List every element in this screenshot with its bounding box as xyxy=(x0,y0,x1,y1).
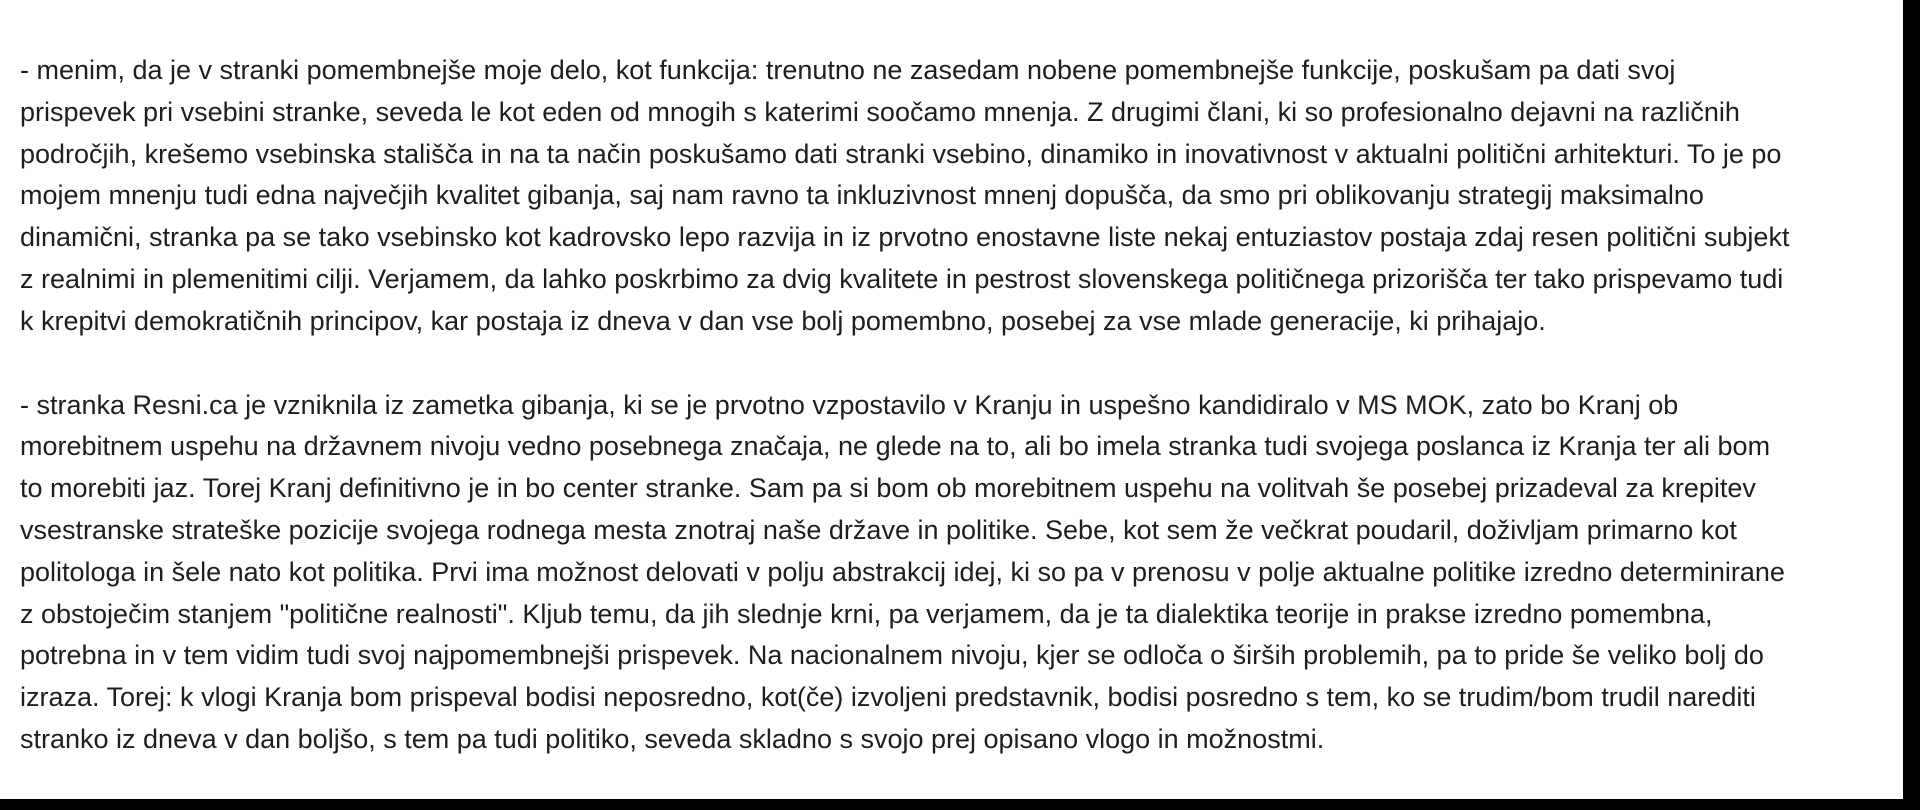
text-line: z obstoječim stanjem "politične realnosti". Kljub temu, da jih slednje krni, pa verjamem, da je ta dialektika teorije in prakse izredno pomembna, xyxy=(20,598,1713,629)
text-line: - stranka Resni.ca je vzniknila iz zametka gibanja, ki se je prvotno vzpostavilo v Kranju in uspešno kandidiralo v MS MOK, zato bo Kranj ob xyxy=(20,389,1679,420)
paragraph-2 xyxy=(20,385,1905,761)
text-line: morebitnem uspehu na državnem nivoju vedno posebnega značaja, ne glede na to, ali bo imela stranka tudi svojega poslanca iz Kranja ter ali bom xyxy=(20,431,1771,462)
text-line: izraza. Torej: k vlogi Kranja bom prispeval bodisi neposredno, kot(če) izvoljeni predstavnik, bodisi posredno s tem, ko se trudim/bom trudil narediti xyxy=(20,682,1756,713)
right-letterbox-bar xyxy=(1903,0,1920,810)
text-line: - menim, da je v stranki pomembnejše moje delo, kot funkcija: trenutno ne zasedam nobene pomembnejše funkcije, poskušam pa dati svoj xyxy=(20,55,1676,85)
text-line: dinamični, stranka pa se tako vsebinsko kot kadrovsko lepo razvija in iz prvotno enostavne liste nekaj entuziastov postaja zdaj resen politični subjekt xyxy=(20,222,1790,253)
text-content xyxy=(20,50,1905,803)
text-line: k krepitvi demokratičnih principov, kar postaja iz dneva v dan vse bolj pomembno, posebej za vse mlade generacije, ki prihajajo. xyxy=(20,305,1546,336)
text-line: politologa in šele nato kot politika. Prvi ima možnost delovati v polju abstrakcij idej, ki so pa v prenosu v polje aktualne politike izredno determinirane xyxy=(20,556,1785,587)
bottom-letterbox-bar xyxy=(0,799,1920,810)
paragraph-1 xyxy=(20,50,1905,343)
text-line: stranko iz dneva v dan boljšo, s tem pa tudi politiko, seveda skladno s svojo prej opisano vlogo in možnostmi. xyxy=(20,723,1325,754)
text-line: potrebna in v tem vidim tudi svoj najpomembnejši prispevek. Na nacionalnem nivoju, kjer se odloča o širših problemih, pa to pride še veliko bolj do xyxy=(20,640,1764,671)
text-line: to morebiti jaz. Torej Kranj definitivno je in bo center stranke. Sam pa si bom ob morebitnem uspehu na volitvah še posebej prizadeval za krepitev xyxy=(20,473,1756,504)
text-line: mojem mnenju tudi edna največjih kvalitet gibanja, saj nam ravno ta inkluzivnost mnenj dopušča, da smo pri oblikovanju strategij maksimalno xyxy=(20,180,1704,211)
text-line: prispevek pri vsebini stranke, seveda le kot eden od mnogih s katerimi soočamo mnenja. Z drugimi člani, ki so profesionalno dejavni na različnih xyxy=(20,96,1740,127)
text-line: področjih, krešemo vsebinska stališča in na ta način poskušamo dati stranki vsebino, dinamiko in inovativnost v aktualni politični arhitekturi. To je po xyxy=(20,138,1782,169)
text-line: vsestranske strateške pozicije svojega rodnega mesta znotraj naše države in politike. Sebe, kot sem že večkrat poudaril, doživljam primarno kot xyxy=(20,514,1737,545)
text-line: z realnimi in plemenitimi cilji. Verjamem, da lahko poskrbimo za dvig kvalitete in pestrost slovenskega političnega prizorišča ter tako prispevamo tudi xyxy=(20,263,1784,294)
